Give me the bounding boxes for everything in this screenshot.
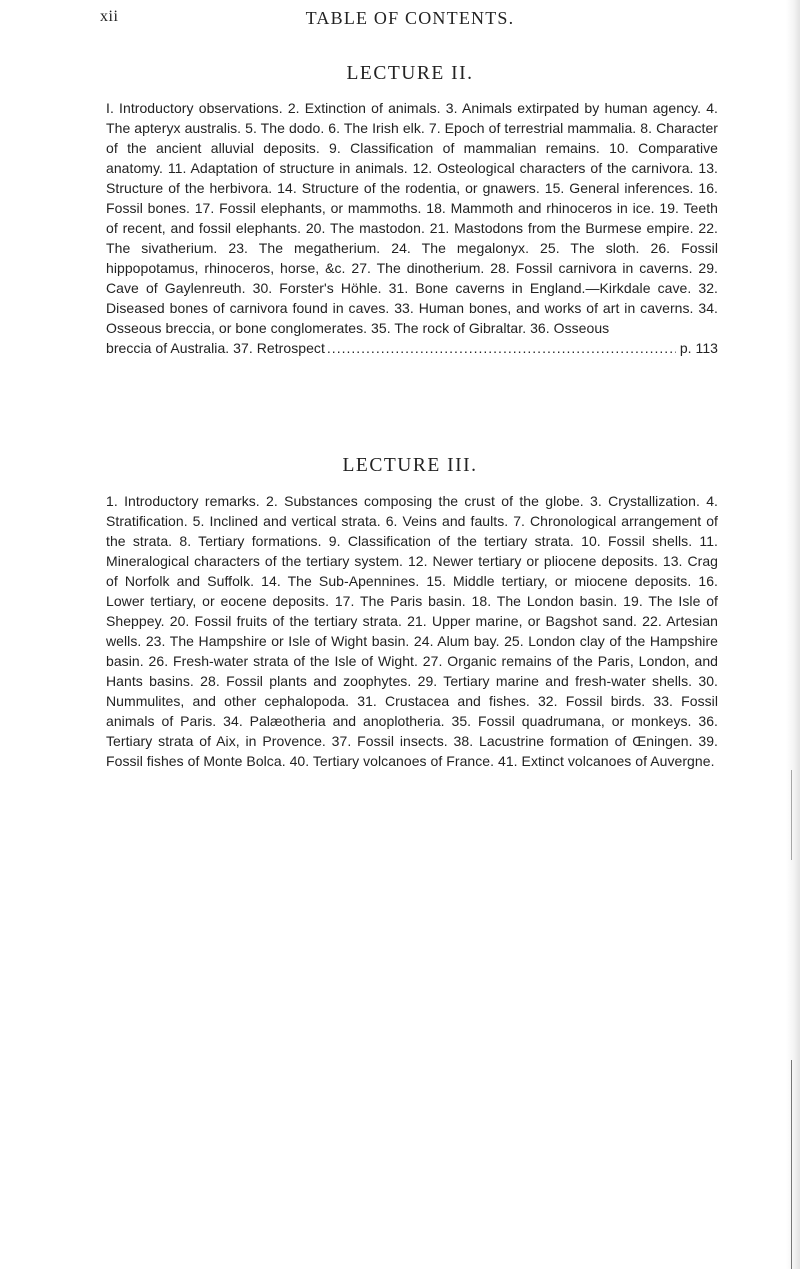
scan-page-edge [786,0,800,1269]
scan-edge-mark [791,770,792,860]
lecture-ii-heading: LECTURE II. [346,63,474,84]
lecture-iii-heading: LECTURE III. [342,455,478,476]
dot-leader [327,338,676,358]
lecture-ii-contents-text: I. Introductory observations. 2. Extinction of animals. 3. Animals extirpated by human agency. 4. The apteryx australis. 5. The dodo. 6. The Irish elk. 7. Epoch of terrestrial mammalia. 8. Character of the ancient alluvial deposits. 9. Classification of mammalian remains. 10. Comparative anatomy. 11. Adaptation of structure in animals. 12. Osteological characters of the carnivora. 13. Structure of the herbivora. 14. Structure of the rodentia, or gnawers. 15. General inferences. 16. Fossil bones. 17. Fossil elephants, or mammoths. 18. Mammoth and rhinoceros in ice. 19. Teeth of recent, and fossil elephants. 20. The mastodon. 21. Mastodons from the Burmese empire. 22. The sivatherium. 23. The megatherium. 24. The megalonyx. 25. The sloth. 26. Fossil hippopotamus, rhinoceros, horse, &c. 27. The dinotherium. 28. Fossil carnivora in caverns. 29. Cave of Gaylenreuth. 30. Forster's Höhle. 31. Bone caverns in England.—Kirkdale cave. 32. Diseased bones of carnivora found in caves. 33. Human bones, and works of art in caverns. 34. Osseous breccia, or bone conglomerates. 35. The rock of Gibraltar. 36. Osseous [106,100,718,336]
lecture-ii-page-ref: p. 113 [679,340,718,356]
lecture-ii-contents [106,98,718,358]
scan-edge-mark [791,1060,792,1269]
page-number: xii [100,8,119,25]
lecture-iii-contents-text: 1. Introductory remarks. 2. Substances composing the crust of the globe. 3. Crystallization. 4. Stratification. 5. Inclined and vertical strata. 6. Veins and faults. 7. Chronological arrangement of the strata. 8. Tertiary formations. 9. Classification of the tertiary strata. 10. Fossil shells. 11. Mineralogical characters of the tertiary system. 12. Newer tertiary or pliocene deposits. 13. Crag of Norfolk and Suffolk. 14. The Sub-Apennines. 15. Middle tertiary, or miocene deposits. 16. Lower tertiary, or eocene deposits. 17. The Paris basin. 18. The London basin. 19. The Isle of Sheppey. 20. Fossil fruits of the tertiary strata. 21. Upper marine, or Bagshot sand. 22. Artesian wells. 23. The Hampshire or Isle of Wight basin. 24. Alum bay. 25. London clay of the Hampshire basin. 26. Fresh-water strata of the Isle of Wight. 27. Organic remains of the Paris, London, and Hants basins. 28. Fossil plants and zoophytes. 29. Tertiary marine and fresh-water shells. 30. Nummulites, and other cephalopoda. 31. Crustacea and fishes. 32. Fossil birds. 33. Fossil animals of Paris. 34. Palæotheria and anoplotheria. 35. Fossil quadrumana, or monkeys. 36. Tertiary strata of Aix, in Provence. 37. Fossil insects. 38. Lacustrine formation of Œningen. 39. Fossil fishes of Monte Bolca. 40. Tertiary volcanoes of France. 41. Extinct volcanoes of Auvergne. [106,493,718,769]
lecture-ii-page-ref-line [106,338,718,358]
running-title: TABLE OF CONTENTS. [305,8,515,28]
running-head [100,8,720,32]
lecture-ii-last-line: breccia of Australia. 37. Retrospect [106,340,325,356]
lecture-iii-contents [106,491,718,771]
